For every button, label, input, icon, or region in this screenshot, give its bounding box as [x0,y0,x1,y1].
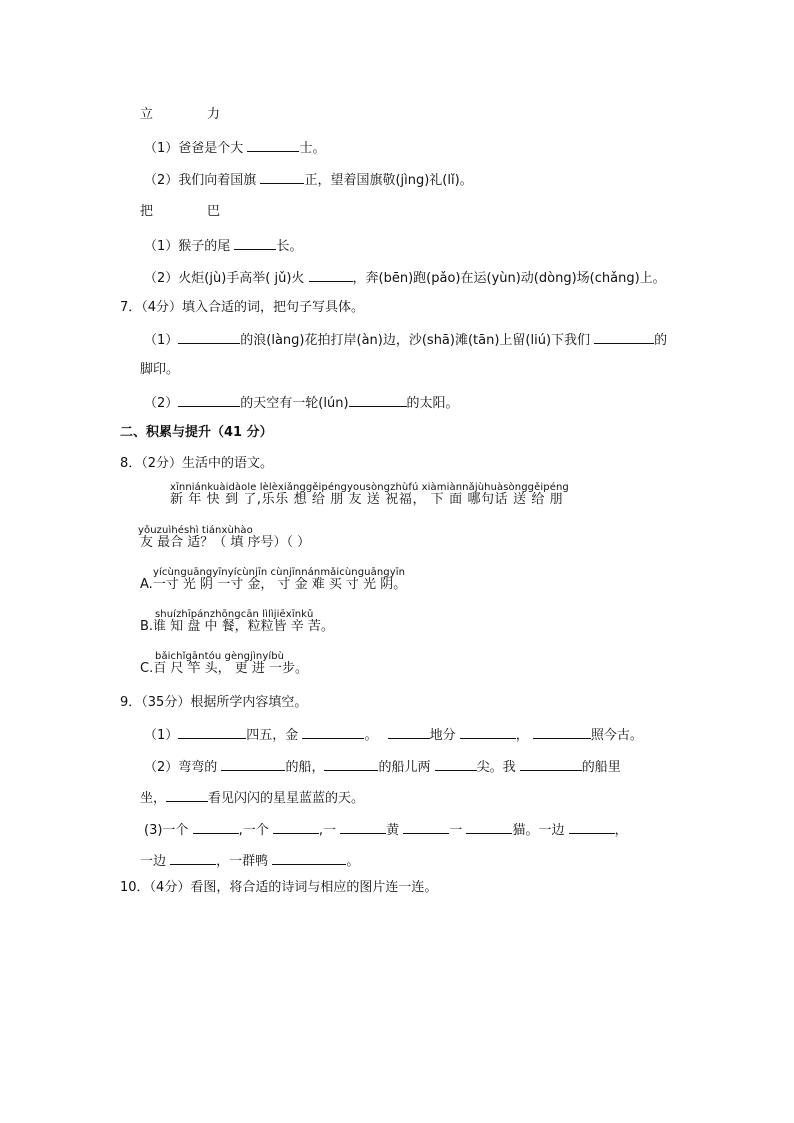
sentence-text: 坐， [140,791,167,806]
question-b1 [144,237,302,255]
item-number: （1） [144,141,179,156]
sentence-text: ， [515,728,529,743]
fill-blank[interactable] [234,237,276,250]
fill-blank[interactable] [594,331,654,344]
sentence-text: 一边 [140,854,167,869]
question-a1 [144,139,325,157]
sentence-text: ， [614,823,628,838]
option-a[interactable]: A.一寸 光 阴 一寸 金， 寸 金 难 买 寸 光 阴。 [140,577,407,592]
fill-blank[interactable] [272,852,346,865]
sentence-text: 的浪(lànɡ)花拍打岸(àn)边，沙(shā)滩(tān)上留(liú)下我们 [240,333,591,348]
section-2-heading: 二、积累与提升（41 分） [120,425,273,440]
question-8-prompt-line-2: 友 最合 适？（ 填 序号）（ ） [140,535,311,550]
question-7-sentence-2 [144,394,459,412]
fill-blank[interactable] [435,758,477,771]
item-number: （2） [144,396,179,411]
sentence-text: 的太阳。 [406,396,459,411]
fill-blank[interactable] [340,821,386,834]
word-ba-hold: 把 [140,204,154,219]
sentence-text: 。 [346,854,360,869]
sentence-text: 一个 [162,823,189,838]
question-8-heading: 8．（2分）生活中的语文。 [120,456,274,471]
fill-blank[interactable] [273,821,319,834]
fill-blank[interactable] [170,852,216,865]
fill-blank[interactable] [309,269,353,282]
fill-blank[interactable] [466,821,512,834]
sentence-text: 猴子的尾 [178,239,231,254]
sentence-text: 爸爸是个大 [178,141,244,156]
fill-blank[interactable] [193,821,239,834]
pinyin-line-1: xīnniánkuàidàole lèlèxiǎnggěipéngyousòngzhùfú xiàmiànnǎjùhuàsònggěipéng [170,482,569,493]
item-number: （2） [144,760,179,775]
sentence-text: 的天空有一轮(lún) [240,396,349,411]
word-choice-row-2 [140,204,220,220]
sentence-text: ，奔(bēn)跑(pǎo)在运(yùn)动(dòng)场(chǎng)上。 [352,271,666,286]
sentence-text: 的船， [285,760,325,775]
fill-blank[interactable] [520,758,582,771]
fill-blank[interactable] [178,394,240,407]
pinyin-option-b: shuízhīpánzhōngcān lìlìjiēxīnkǔ [155,609,314,620]
sentence-text: 照今古。 [590,728,643,743]
question-7-sentence-1-cont: 脚印。 [140,362,180,377]
pinyin-option-c: bǎichǐgāntóu gèngjìnyíbù [155,651,285,662]
sentence-text: 四五，金 [246,728,299,743]
question-9-line-1 [144,726,643,744]
question-8-prompt-line-1: 新 年 快 到 了,乐乐 想 给 朋 友 送 祝福， 下 面 哪句话 送 给 朋 [170,492,564,507]
fill-blank[interactable] [569,821,615,834]
fill-blank[interactable] [349,394,407,407]
fill-blank[interactable] [178,726,246,739]
sentence-text: 一 [449,823,463,838]
sentence-text: 火炬(jù)手高举( jǔ)火 [178,271,305,286]
fill-blank[interactable] [302,726,364,739]
fill-blank[interactable] [260,171,304,184]
sentence-text: 的船里 [581,760,621,775]
sentence-text: 地分 [429,728,456,743]
fill-blank[interactable] [166,789,208,802]
fill-blank[interactable] [403,821,449,834]
sentence-text: 长。 [276,239,303,254]
question-a2 [144,171,473,189]
sentence-text: 士。 [299,141,326,156]
question-9-line-2 [144,758,621,776]
option-c[interactable]: C.百 尺 竿 头， 更 进 一步。 [140,661,309,676]
question-7-heading: 7．（4分）填入合适的词，把句子写具体。 [120,300,365,315]
item-number: (3) [144,823,163,838]
fill-blank[interactable] [221,758,285,771]
sentence-text: 的船儿两 [378,760,431,775]
fill-blank[interactable] [178,331,240,344]
sentence-text: 我们向着国旗 [178,173,257,188]
sentence-text: ,一个 [238,823,269,838]
word-ba-tail: 巴 [207,204,221,219]
item-number: （1） [144,333,179,348]
sentence-text: 黄 [386,823,400,838]
pinyin-option-a: yícùnguāngyīnyícùnjīn cùnjīnnánmǎicùnguāngyīn [153,567,406,578]
question-9-line-4 [144,821,628,839]
sentence-text: 猫。一边 [512,823,565,838]
item-number: （1） [144,728,179,743]
sentence-text: 正，望着国旗敬(jìng)礼(lǐ)。 [304,173,473,188]
sentence-text: 。 [364,728,378,743]
question-b2 [144,269,666,287]
item-number: （1） [144,239,179,254]
word-li-stand: 立 [140,107,154,122]
sentence-text: ，一群鸭 [216,854,269,869]
sentence-text: 的 [654,333,668,348]
fill-blank[interactable] [247,139,299,152]
question-9-line-3 [140,789,364,807]
item-number: （2） [144,271,179,286]
fill-blank[interactable] [388,726,430,739]
item-number: （2） [144,173,179,188]
question-10-heading: 10．（4分）看图，将合适的诗词与相应的图片连一连。 [120,880,438,895]
word-li-power: 力 [207,107,221,122]
question-9-line-5 [140,852,359,870]
question-9-heading: 9．（35分）根据所学内容填空。 [120,695,308,710]
fill-blank[interactable] [533,726,591,739]
sentence-text: 弯弯的 [178,760,218,775]
pinyin-line-2: yǒuzuìhéshì tiánxùhào [138,525,253,536]
sentence-text: 尖。我 [476,760,516,775]
question-7-sentence-1 [144,331,667,349]
word-choice-row-1 [140,107,220,123]
sentence-text: 看见闪闪的星星蓝蓝的天。 [208,791,365,806]
option-b[interactable]: B.谁 知 盘 中 餐，粒粒皆 辛 苦。 [140,619,334,634]
fill-blank[interactable] [324,758,378,771]
fill-blank[interactable] [460,726,516,739]
sentence-text: ,一 [318,823,336,838]
